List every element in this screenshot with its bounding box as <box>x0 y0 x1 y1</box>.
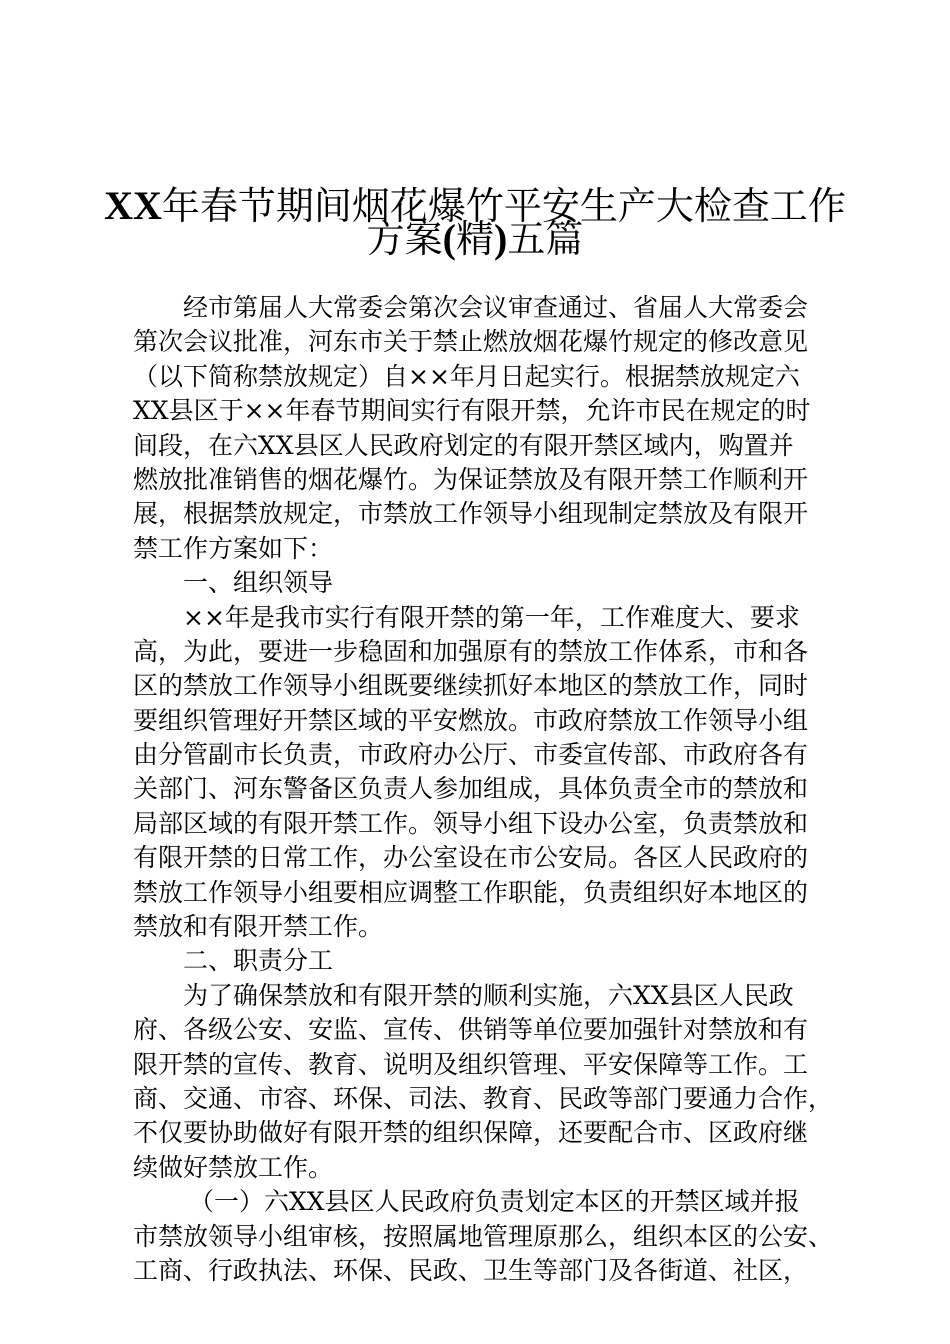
document-title-line-2: 方案(精)五篇 <box>366 216 584 261</box>
paragraph-line: 展，根据禁放规定，市禁放工作领导小组现制定禁放及有限开 <box>133 499 809 529</box>
paragraph-line: 禁放和有限开禁工作。 <box>133 912 384 942</box>
paragraph-line: 续做好禁放工作。 <box>133 1152 334 1182</box>
paragraph-line: 经市第届人大常委会第次会议审查通过、省届人大常委会 <box>183 293 809 322</box>
paragraph-line: （一）六XX县区人民政府负责划定本区的开禁区域并报 <box>189 1187 800 1217</box>
paragraph-line: 市禁放领导小组审核，按照属地管理原那么，组织本区的公安、 <box>133 1221 834 1251</box>
document-body <box>133 291 833 1288</box>
paragraph-line: 由分管副市长负责，市政府办公厅、市委宣传部、市政府各有 <box>133 740 809 770</box>
paragraph-line: ××年是我市实行有限开禁的第一年，工作难度大、要求 <box>183 602 800 632</box>
paragraph-line: 商、交通、市容、环保、司法、教育、民政等部门要通力合作， <box>133 1083 834 1113</box>
paragraph-line: 为了确保禁放和有限开禁的顺利实施，六XX县区人民政 <box>183 980 794 1010</box>
paragraph-line: （以下简称禁放规定）自××年月日起实行。根据禁放规定六 <box>133 361 800 391</box>
paragraph-line: 第次会议批准，河东市关于禁止燃放烟花爆竹规定的修改意见 <box>133 327 809 357</box>
paragraph-line: 限开禁的宣传、教育、说明及组织管理、平安保障等工作。工 <box>133 1049 809 1079</box>
paragraph-line: 关部门、河东警备区负责人参加组成，具体负责全市的禁放和 <box>133 774 809 804</box>
paragraph-line: 局部区域的有限开禁工作。领导小组下设办公室，负责禁放和 <box>133 808 809 838</box>
section-heading: 一、组织领导 <box>183 568 334 598</box>
paragraph-line: 高，为此，要进一步稳固和加强原有的禁放工作体系，市和各 <box>133 636 809 666</box>
paragraph-line: 间段，在六XX县区人民政府划定的有限开禁区域内，购置并 <box>133 430 794 460</box>
paragraph-line: 禁放工作领导小组要相应调整工作职能，负责组织好本地区的 <box>133 877 809 907</box>
document-title-line-1: XX年春节期间烟花爆竹平安生产大检查工作 <box>104 183 846 228</box>
paragraph-line: 区的禁放工作领导小组既要继续抓好本地区的禁放工作，同时 <box>133 671 809 701</box>
section-heading: 二、职责分工 <box>183 946 334 976</box>
paragraph-line: 有限开禁的日常工作，办公室设在市公安局。各区人民政府的 <box>133 843 809 873</box>
paragraph-line: 燃放批准销售的烟花爆竹。为保证禁放及有限开禁工作顺利开 <box>133 464 809 494</box>
paragraph-line: 禁工作方案如下： <box>133 533 334 563</box>
paragraph-line: 不仅要协助做好有限开禁的组织保障，还要配合市、区政府继 <box>133 1118 809 1148</box>
paragraph-line: XX县区于××年春节期间实行有限开禁，允许市民在规定的时 <box>133 396 811 426</box>
paragraph-line: 要组织管理好开禁区域的平安燃放。市政府禁放工作领导小组 <box>133 705 809 735</box>
paragraph-line: 工商、行政执法、环保、民政、卫生等部门及各街道、社区， <box>133 1255 809 1285</box>
paragraph-line: 府、各级公安、安监、宣传、供销等单位要加强针对禁放和有 <box>133 1015 809 1045</box>
